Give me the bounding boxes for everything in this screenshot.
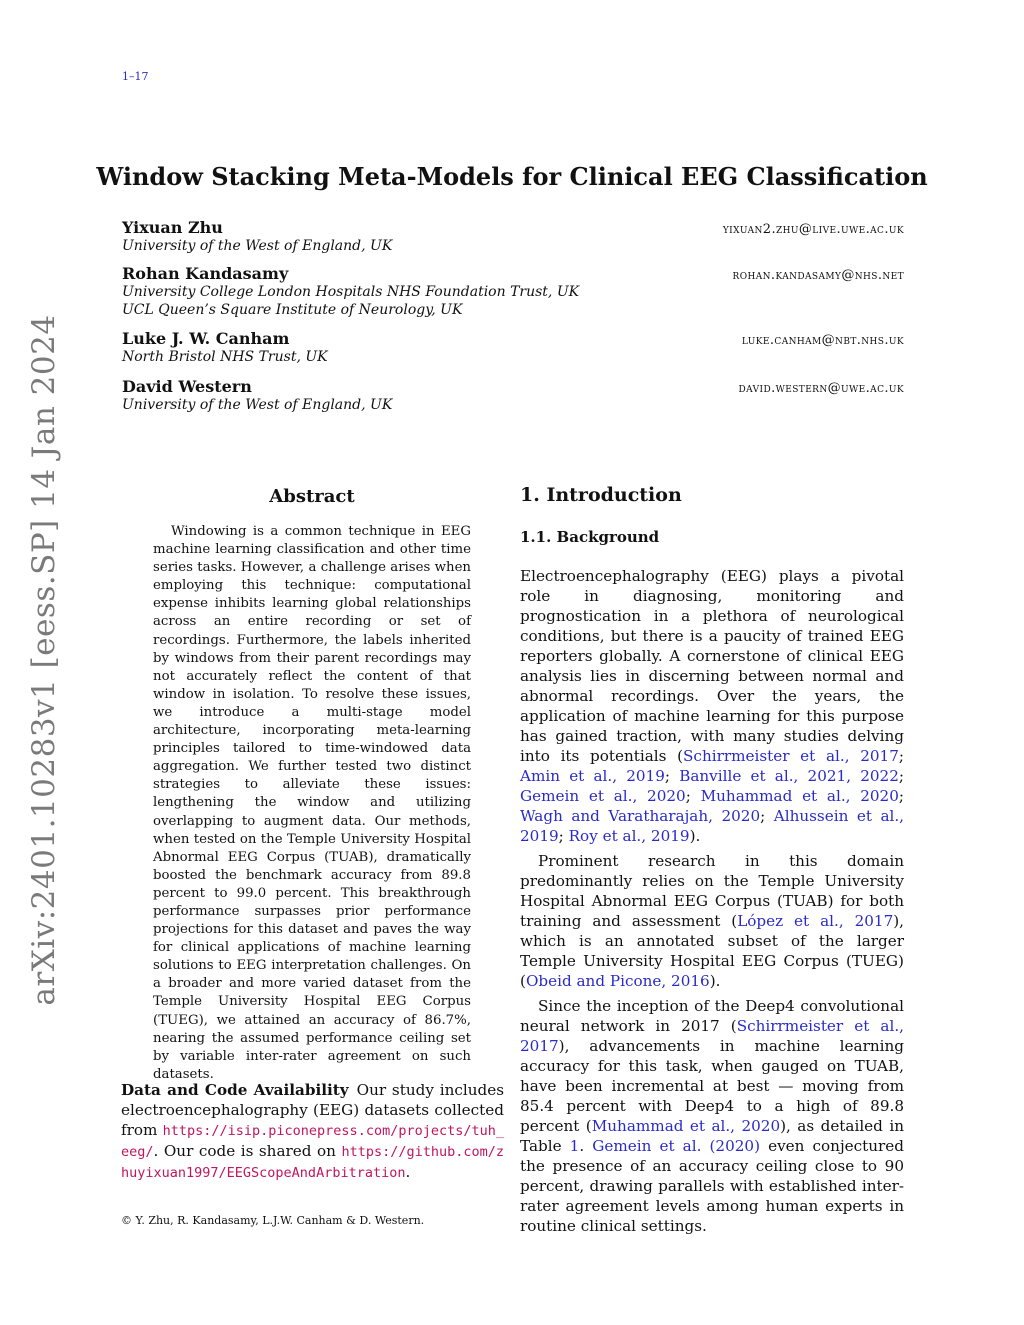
citation-link[interactable]: Schirrmeister et al., 2017 xyxy=(520,1017,904,1055)
paragraph-text: ). xyxy=(709,972,721,990)
citation-link[interactable]: Obeid and Picone, 2016 xyxy=(525,972,710,990)
author-block xyxy=(122,377,904,414)
intro-paragraph xyxy=(520,566,904,846)
intro-paragraph xyxy=(520,851,904,991)
author-name: Luke J. W. Canham xyxy=(122,329,290,348)
arxiv-identifier: arXiv:2401.10283v1 [eess.SP] 14 Jan 2024 xyxy=(26,314,62,1006)
citation-link[interactable]: López et al., 2017 xyxy=(737,912,894,930)
abstract-heading: Abstract xyxy=(269,486,355,507)
author-affiliation: University of the West of England, UK xyxy=(122,397,393,413)
citation-link[interactable]: Gemein et al., 2020 xyxy=(520,787,686,805)
separator: ; xyxy=(898,787,904,805)
author-block xyxy=(122,264,904,319)
author-email: david.western@uwe.ac.uk xyxy=(738,381,904,396)
paragraph-text: even conjectured the presence of an accuracy ceiling close to 90 percent, drawing parallels with established inter-rater agreement levels among human experts in routine clinical settings. xyxy=(520,1137,905,1235)
citation-link[interactable]: Muhammad et al., 2020 xyxy=(700,787,899,805)
introduction-heading: 1. Introduction xyxy=(520,484,682,506)
citation-link[interactable]: Gemein et al. (2020) xyxy=(592,1137,761,1155)
paragraph-text: ). xyxy=(689,827,701,845)
citation-link[interactable]: Roy et al., 2019 xyxy=(568,827,690,845)
background-subheading: 1.1. Background xyxy=(520,528,660,546)
separator: ; xyxy=(685,787,701,805)
author-email: yixuan2.zhu@live.uwe.ac.uk xyxy=(722,222,904,237)
separator: ; xyxy=(898,747,904,765)
author-affiliation: University College London Hospitals NHS Foundation Trust, UK xyxy=(122,284,580,300)
code-repository-link[interactable]: https://github.com/zhuyixuan1997/EEGScopeAndArbitration xyxy=(121,1144,504,1182)
separator: ; xyxy=(760,807,774,825)
paragraph-text: ), which is an annotated subset of the larger Temple University Hospital EEG Corpus (TUEG) ( xyxy=(520,912,904,990)
page-number: 1–17 xyxy=(122,70,149,83)
data-code-text: . Our code is shared on xyxy=(153,1142,336,1161)
paragraph-text: ), advancements in machine learning accuracy for this task, when gauged on TUAB, have been incremental at best — moving from 85.4 percent with Deep4 to a high of 89.8 percent ( xyxy=(520,1037,904,1135)
author-block xyxy=(122,218,904,255)
author-name: Rohan Kandasamy xyxy=(122,264,289,283)
data-code-text: Our study includes electroencephalography (EEG) datasets collected from xyxy=(121,1081,505,1140)
introduction-section xyxy=(520,484,904,1241)
paragraph-text: ), as detailed in Table xyxy=(520,1117,904,1155)
citation-link[interactable]: Banville et al., 2021, 2022 xyxy=(679,767,899,785)
author-affiliation: North Bristol NHS Trust, UK xyxy=(122,349,328,365)
author-name: Yixuan Zhu xyxy=(122,218,223,237)
table-reference-link[interactable]: 1 xyxy=(569,1137,580,1155)
paper-title: Window Stacking Meta-Models for Clinical EEG Classification xyxy=(96,162,928,191)
author-email: luke.canham@nbt.nhs.uk xyxy=(741,333,904,348)
dataset-link[interactable]: https://isip.piconepress.com/projects/tuh_eeg/ xyxy=(121,1123,504,1161)
author-affiliation-secondary: UCL Queen’s Square Institute of Neurology, UK xyxy=(122,302,463,318)
citation-link[interactable]: Muhammad et al., 2020 xyxy=(591,1117,781,1135)
author-name: David Western xyxy=(122,377,252,396)
intro-paragraph xyxy=(520,996,904,1236)
copyright-notice: © Y. Zhu, R. Kandasamy, L.J.W. Canham & D. Western. xyxy=(121,1214,425,1227)
data-code-availability xyxy=(121,1080,504,1183)
data-code-text: . xyxy=(405,1163,411,1182)
citation-link[interactable]: Schirrmeister et al., 2017 xyxy=(683,747,899,765)
citation-link[interactable]: Alhussein et al., 2019 xyxy=(520,807,905,845)
data-code-heading: Data and Code Availability xyxy=(121,1081,349,1099)
separator: ; xyxy=(664,767,680,785)
paragraph-text: Since the inception of the Deep4 convolutional neural network in 2017 ( xyxy=(520,997,904,1035)
abstract-text: Windowing is a common technique in EEG machine learning classification and other time series tasks. However, a challenge arises when employing this technique: computational expense inhibits learning global relationships across an entire recording or set of recordings. Furthermore, the labels inherited by windows from their parent recordings may not accurately reflect the content of that window in isolation. To resolve these issues, we introduce a multi-stage model architecture, incorporating meta-learning principles tailored to time-windowed data aggregation. We further tested two distinct strategies to alleviate these issues: lengthening the window and utilizing overlapping to augment data. Our methods, when tested on the Temple University Hospital Abnormal EEG Corpus (TUAB), dramatically boosted the benchmark accuracy from 89.8 percent to 99.0 percent. This breakthrough performance surpasses prior performance projections for this dataset and paves the way for clinical applications of machine learning solutions to EEG interpretation challenges. On a broader and more varied dataset from the Temple University Hospital EEG Corpus (TUEG), we attained an accuracy of 86.7%, nearing the assumed performance ceiling set by variable inter-rater agreement on such datasets. xyxy=(153,524,471,1082)
citation-link[interactable]: Wagh and Varatharajah, 2020 xyxy=(520,807,761,825)
paragraph-text: . xyxy=(579,1137,593,1155)
separator: ; xyxy=(558,827,569,845)
author-block xyxy=(122,329,904,366)
author-affiliation: University of the West of England, UK xyxy=(122,238,393,254)
author-email: rohan.kandasamy@nhs.net xyxy=(732,268,904,283)
citation-link[interactable]: Amin et al., 2019 xyxy=(520,767,665,785)
paragraph-text: Electroencephalography (EEG) plays a pivotal role in diagnosing, monitoring and prognostication in a plethora of neurological conditions, but there is a paucity of trained EEG reporters globally. A cornerstone of clinical EEG analysis lies in discerning between normal and abnormal recordings. Over the years, the application of machine learning for this purpose has gained traction, with many studies delving into its potentials ( xyxy=(520,567,904,765)
abstract-section xyxy=(153,486,471,1084)
separator: ; xyxy=(898,767,904,785)
paragraph-text: Prominent research in this domain predominantly relies on the Temple University Hospital Abnormal EEG Corpus (TUAB) for both training and assessment ( xyxy=(520,852,904,930)
